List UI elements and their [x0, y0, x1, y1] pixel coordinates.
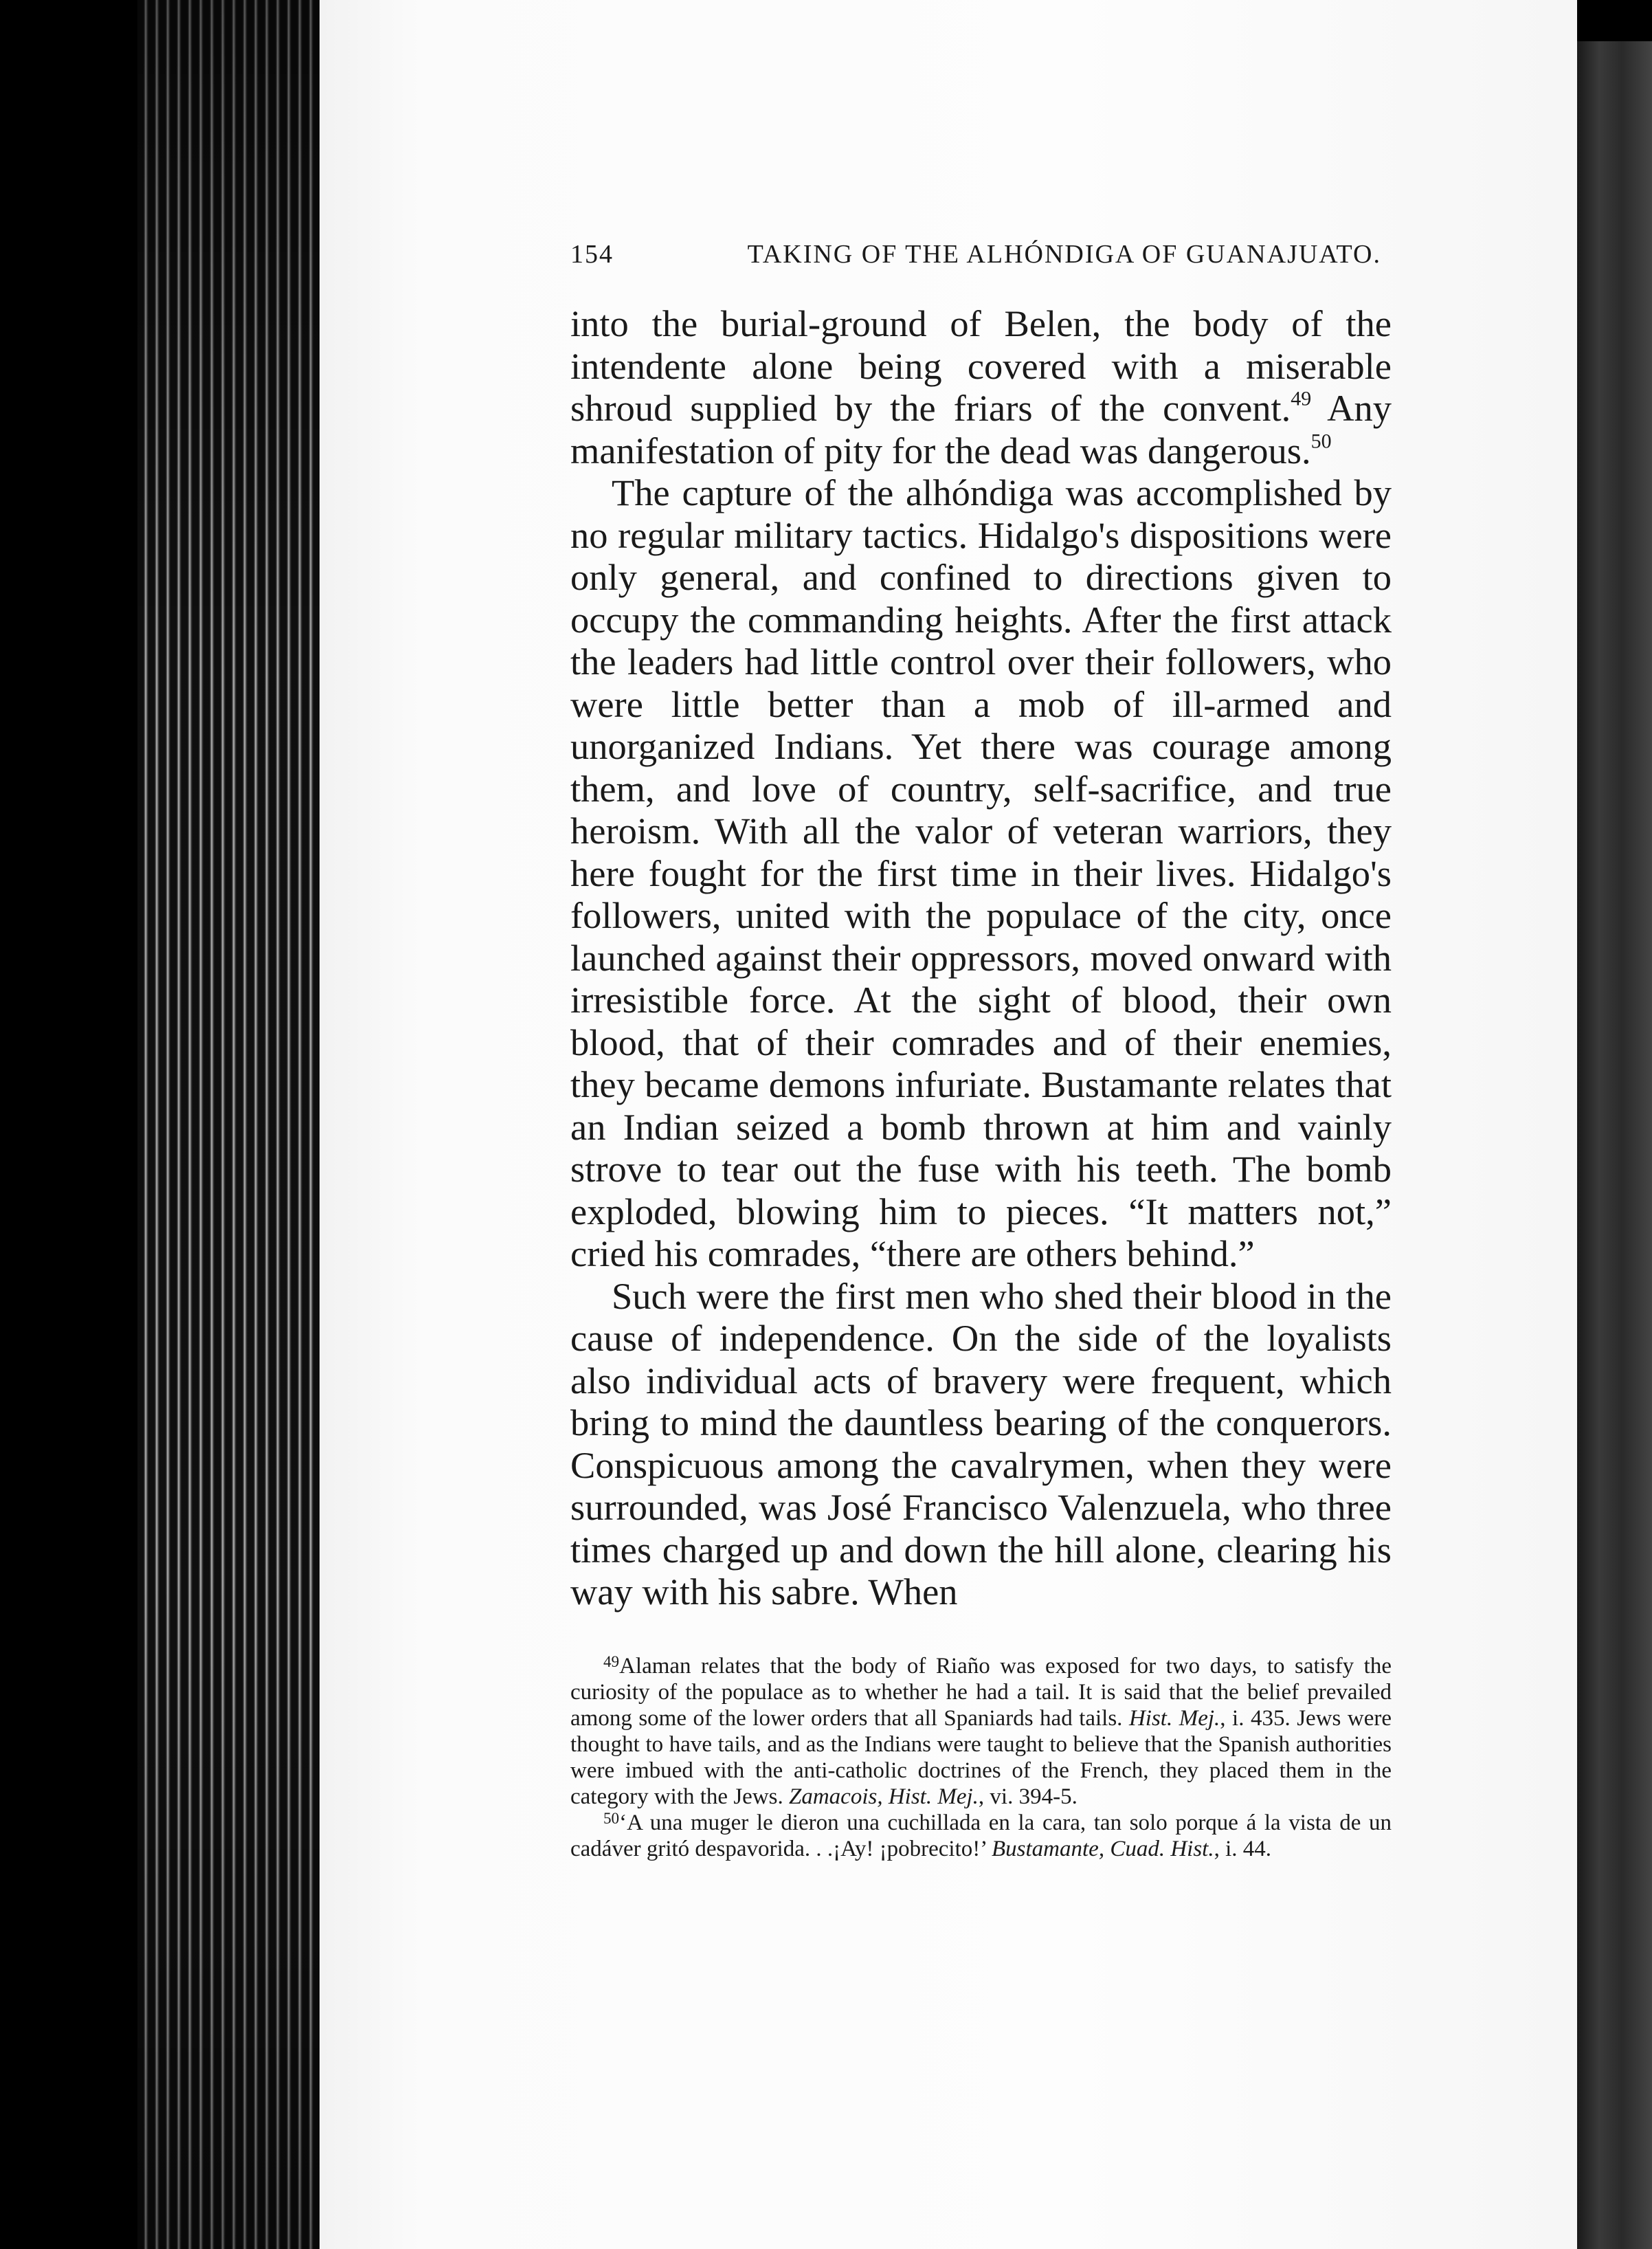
- running-title: TAKING OF THE ALHÓNDIGA OF GUANAJUATO.: [747, 240, 1381, 269]
- page-surface: [320, 0, 1577, 2249]
- page-number: 154: [570, 240, 614, 269]
- footnote-49-mark: 49: [603, 1652, 620, 1670]
- footnotes: [570, 1653, 1392, 1862]
- footnote-ref-49: 49: [1291, 387, 1312, 410]
- paragraph-1-part-a: into the burial-ground of Belen, the body of the intendente alone being covered with a miserable shroud supplied by the friars of the convent.: [570, 302, 1392, 429]
- body-text: [570, 302, 1392, 1613]
- background-left: [0, 0, 137, 2249]
- paragraph-1-part-b: Any manifestation of pity for the dead was dangerous.: [570, 387, 1392, 472]
- book-cover-edge: [1577, 41, 1652, 2249]
- footnote-50-text-2: , i. 44.: [1214, 1837, 1272, 1861]
- paragraph-2: The capture of the alhóndiga was accomplished by no regular military tactics. Hidalgo's dispositions were only general, and confined to directions given to occupy the commanding heights. After the first attack the leaders had little control over their followers, who were little better than a mob of ill-armed and unorganized Indians. Yet there was courage among them, and love of country, self-sacrifice, and true heroism. With all the valor of veteran warriors, they here fought for the first time in their lives. Hidalgo's followers, united with the populace of the city, once launched against their oppressors, moved onward with irresistible force. At the sight of blood, their own blood, that of their comrades and of their enemies, they became demons infuriate. Bustamante relates that an Indian seized a bomb thrown at him and vainly strove to tear out the fuse with his teeth. The bomb exploded, blowing him to pieces. “It matters not,” cried his comrades, “there are others behind.”: [570, 472, 1392, 1274]
- footnote-49-text-1: Alaman relates that the body of Riaño was exposed for two days, to satisfy the curiosity of the populace as to whether he had a tail. It is said that the belief prevailed among some of the lower orders that all Spaniards had tails.: [570, 1654, 1392, 1731]
- footnote-49-text-2: , i. 435. Jews were thought to have tails, and as the Indians were taught to believe that the Spanish authorities were imbued with the anti-catholic doctrines of the French, they placed them in the category with the Jews.: [570, 1706, 1392, 1809]
- footnote-49-text-3: , vi. 394-5.: [978, 1784, 1078, 1809]
- background-top-right: [1577, 0, 1652, 41]
- footnote-50-text-1: ‘A una muger le dieron una cuchillada en la cara, tan solo porque á la vista de un cadáver gritó despavorida. . .¡Ay! ¡pobrecito!’: [570, 1810, 1392, 1861]
- footnote-ref-50: 50: [1310, 430, 1332, 453]
- paragraph-1: [570, 302, 1392, 472]
- book-page-edges: [137, 0, 320, 2249]
- footnote-50-mark: 50: [603, 1808, 620, 1827]
- paragraph-3: Such were the first men who shed their blood in the cause of independence. On the side of the loyalists also individual acts of bravery were frequent, which bring to mind the dauntless bearing of the conquerors. Conspicuous among the cavalrymen, when they were surrounded, was José Francisco Valenzuela, who three times charged up and down the hill alone, clearing his way with his sabre. When: [570, 1274, 1392, 1613]
- footnote-50: [570, 1810, 1392, 1862]
- footnote-49-citation-2: Zamacois, Hist. Mej.: [789, 1784, 979, 1809]
- footnote-49-citation-1: Hist. Mej.: [1128, 1706, 1220, 1731]
- footnote-49: [570, 1653, 1392, 1810]
- footnote-50-citation-1: Bustamante, Cuad. Hist.: [992, 1837, 1214, 1861]
- running-head: [570, 239, 1381, 269]
